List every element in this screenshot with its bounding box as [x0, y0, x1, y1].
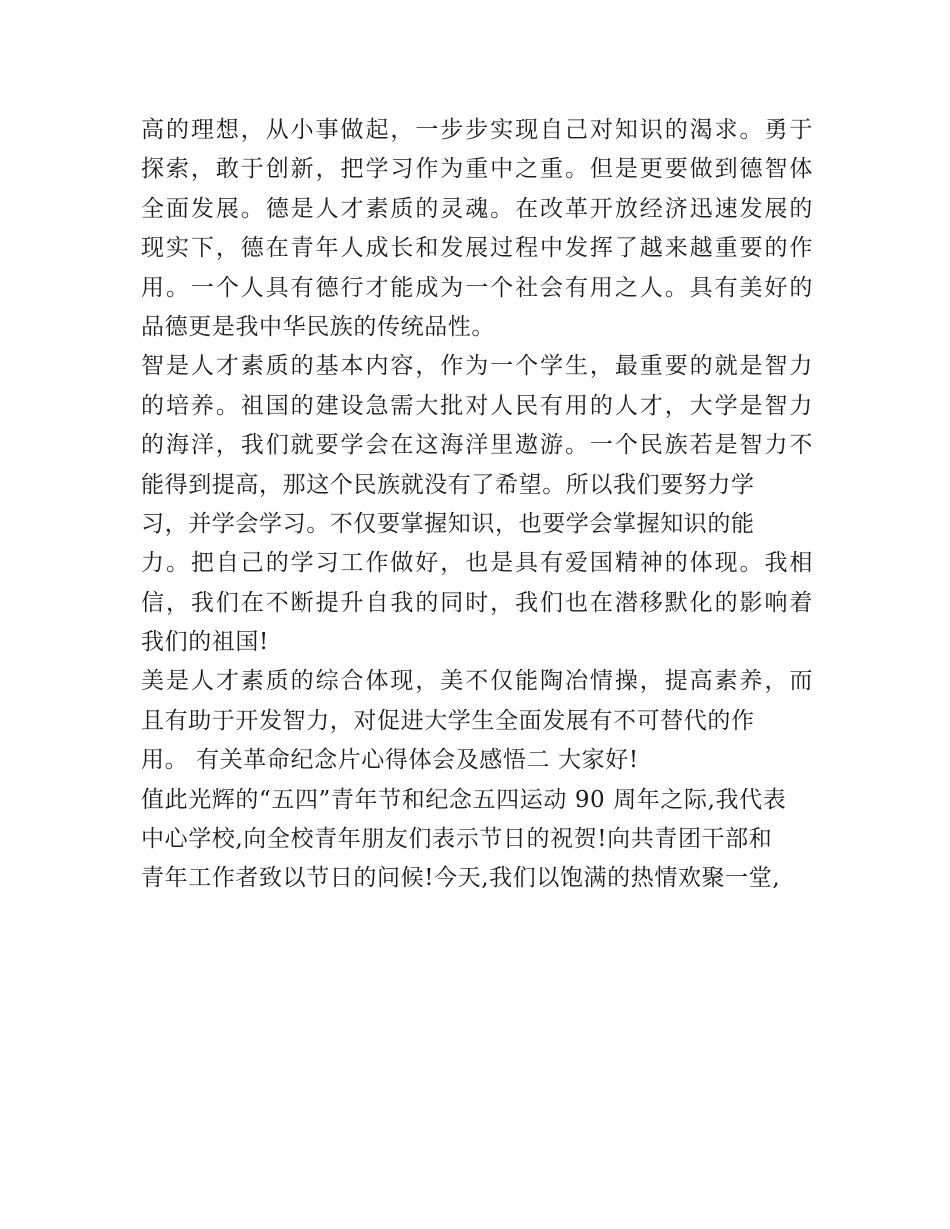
text-line: 的海洋，我们就要学会在这海洋里遨游。一个民族若是智力不: [141, 432, 813, 459]
text-line: 探索，敢于创新，把学习作为重中之重。但是更要做到德智体: [141, 156, 813, 183]
text-line: 中心学校,向全校青年朋友们表示节日的祝贺!向共青团干部和: [141, 826, 773, 853]
text-line: 值此光辉的“五四”青年节和纪念五四运动 90 周年之际,我代表: [141, 786, 787, 813]
text-line: 能得到提高，那这个民族就没有了希望。所以我们要努力学: [141, 471, 755, 498]
text-line: 习，并学会学习。不仅要掌握知识，也要学会掌握知识的能: [141, 510, 755, 537]
text-line: 信，我们在不断提升自我的同时，我们也在潜移默化的影响着: [141, 589, 813, 616]
text-line: 全面发展。德是人才素质的灵魂。在改革开放经济迅速发展的: [141, 195, 813, 222]
text-line: 的培养。祖国的建设急需大批对人民有用的人才，大学是智力: [141, 392, 813, 419]
text-line: 我们的祖国!: [141, 629, 269, 656]
text-line: 用。一个人具有德行才能成为一个社会有用之人。具有美好的: [141, 274, 813, 301]
text-line: 青年工作者致以节日的问候!今天,我们以饱满的热情欢聚一堂,: [141, 865, 781, 892]
text-line: 用。 有关革命纪念片心得体会及感悟二 大家好!: [141, 747, 639, 774]
text-line: 力。把自己的学习工作做好，也是具有爱国精神的体现。我相: [141, 550, 813, 577]
document-body: [141, 111, 813, 899]
text-line: 现实下，德在青年人成长和发展过程中发挥了越来越重要的作: [141, 235, 813, 262]
text-line: 高的理想，从小事做起，一步步实现自己对知识的渴求。勇于: [141, 117, 813, 143]
text-line: 且有助于开发智力，对促进大学生全面发展有不可替代的作: [141, 707, 755, 734]
text-line: 智是人才素质的基本内容，作为一个学生，最重要的就是智力: [141, 353, 813, 380]
text-line: 美是人才素质的综合体现，美不仅能陶冶情操，提高素养，而: [141, 668, 813, 695]
text-line: 品德更是我中华民族的传统品性。: [141, 313, 495, 340]
